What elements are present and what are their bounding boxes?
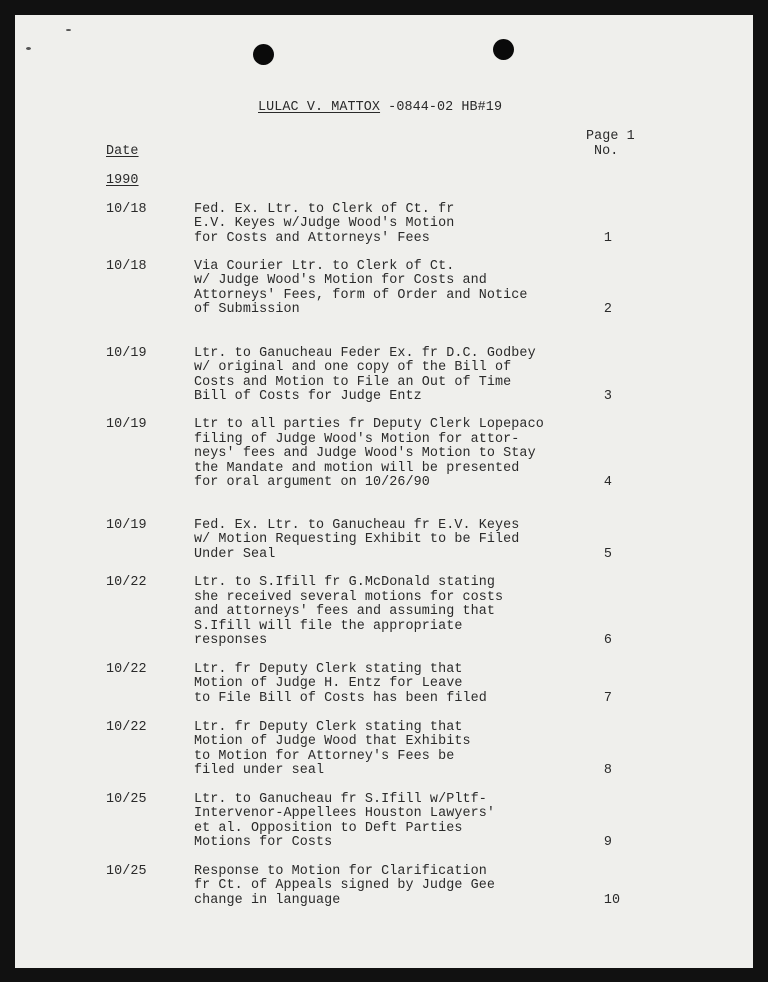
no-column-header: No. (594, 144, 619, 159)
entry-line: filing of Judge Wood's Motion for attor- (194, 432, 520, 447)
entry-line: Fed. Ex. Ltr. to Clerk of Ct. fr (194, 202, 455, 217)
entry-line: fr Ct. of Appeals signed by Judge Gee (194, 878, 496, 893)
entry-line: Via Courier Ltr. to Clerk of Ct. (194, 259, 455, 274)
entry-line: Ltr. fr Deputy Clerk stating that (194, 720, 463, 735)
document-title (258, 101, 502, 116)
entry-line: change in language (194, 893, 341, 908)
entry-line: Response to Motion for Clarification (194, 864, 487, 879)
entry-line: responses (194, 633, 268, 648)
entry-line: S.Ifill will file the appropriate (194, 619, 463, 634)
entry-line: Intervenor-Appellees Houston Lawyers' (194, 806, 496, 821)
entry-number: 6 (603, 633, 613, 648)
entry-line: filed under seal (194, 763, 325, 778)
entry-line: Motion of Judge Wood that Exhibits (194, 734, 471, 749)
entry-line: Attorneys' Fees, form of Order and Notice (194, 288, 528, 303)
punch-hole-left (253, 44, 274, 65)
page-label: Page 1 (586, 129, 635, 144)
entry-line: w/ original and one copy of the Bill of (194, 360, 512, 375)
entry-line: w/ Judge Wood's Motion for Costs and (194, 273, 487, 288)
entry-date: 10/25 (106, 864, 147, 879)
year-heading: 1990 (106, 173, 139, 188)
entry-number: 8 (603, 763, 613, 778)
entry-date: 10/18 (106, 259, 147, 274)
scan-speck (26, 47, 31, 50)
entry-line: Bill of Costs for Judge Entz (194, 389, 422, 404)
entry-line: Ltr. to Ganucheau Feder Ex. fr D.C. Godbey (194, 346, 536, 361)
entry-line: the Mandate and motion will be presented (194, 461, 520, 476)
entry-line: Costs and Motion to File an Out of Time (194, 375, 512, 390)
entry-line: she received several motions for costs (194, 590, 504, 605)
entry-line: w/ Motion Requesting Exhibit to be Filed (194, 532, 520, 547)
entry-date: 10/25 (106, 792, 147, 807)
case-reference: -0844-02 HB#19 (380, 100, 503, 115)
entry-date: 10/18 (106, 202, 147, 217)
entry-date: 10/19 (106, 417, 147, 432)
entry-number: 5 (603, 547, 613, 562)
entry-number: 9 (603, 835, 613, 850)
entry-line: Ltr. fr Deputy Clerk stating that (194, 662, 463, 677)
entry-number: 4 (603, 475, 613, 490)
entry-line: Ltr. to Ganucheau fr S.Ifill w/Pltf- (194, 792, 487, 807)
entry-line: Ltr to all parties fr Deputy Clerk Lopepaco (194, 417, 544, 432)
entry-number: 1 (603, 231, 613, 246)
entry-line: Fed. Ex. Ltr. to Ganucheau fr E.V. Keyes (194, 518, 520, 533)
entry-number: 10 (603, 893, 621, 908)
entry-line: Ltr. to S.Ifill fr G.McDonald stating (194, 575, 496, 590)
entry-date: 10/22 (106, 720, 147, 735)
entry-line: Motion of Judge H. Entz for Leave (194, 676, 463, 691)
entry-line: Motions for Costs (194, 835, 333, 850)
entry-number: 2 (603, 302, 613, 317)
entry-number: 7 (603, 691, 613, 706)
punch-hole-right (493, 39, 514, 60)
entry-line: E.V. Keyes w/Judge Wood's Motion (194, 216, 455, 231)
date-column-header: Date (106, 144, 139, 159)
entry-date: 10/22 (106, 662, 147, 677)
case-name: LULAC V. MATTOX (258, 100, 381, 115)
entry-line: to File Bill of Costs has been filed (194, 691, 487, 706)
entry-line: Under Seal (194, 547, 276, 562)
entry-line: et al. Opposition to Deft Parties (194, 821, 463, 836)
entry-line: to Motion for Attorney's Fees be (194, 749, 455, 764)
scan-speck (66, 29, 71, 31)
entry-date: 10/22 (106, 575, 147, 590)
entry-date: 10/19 (106, 346, 147, 361)
entry-line: and attorneys' fees and assuming that (194, 604, 496, 619)
entry-line: of Submission (194, 302, 300, 317)
entry-line: neys' fees and Judge Wood's Motion to Stay (194, 446, 536, 461)
entry-line: for Costs and Attorneys' Fees (194, 231, 430, 246)
entry-date: 10/19 (106, 518, 147, 533)
entry-line: for oral argument on 10/26/90 (194, 475, 430, 490)
entry-number: 3 (603, 389, 613, 404)
